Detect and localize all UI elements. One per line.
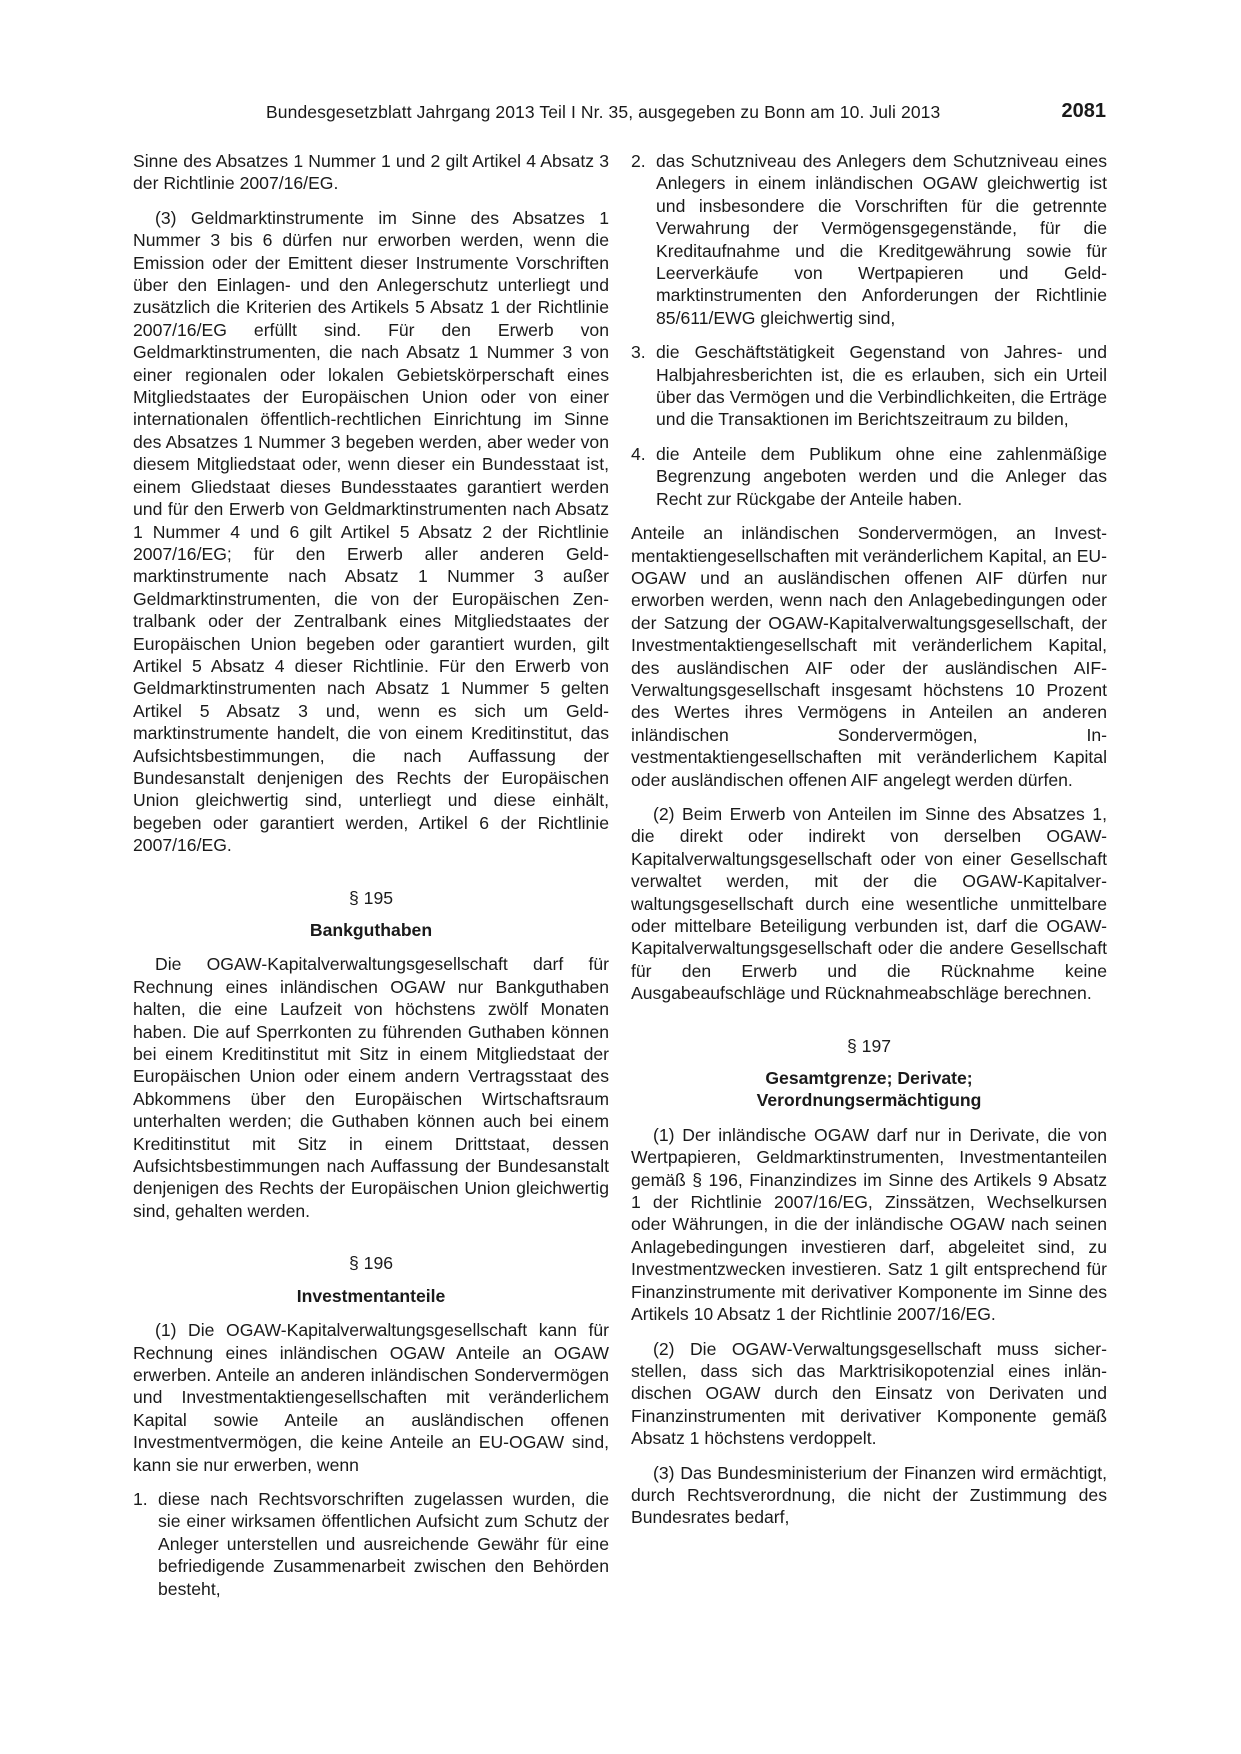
list-item-text: diese nach Rechtsvorschriften zugelassen wurden, die sie einer wirksamen öffentlichen Aufsicht zum Schutz der Anleger unterstellen und ausreichende Gewähr für eine befriedigende Zusammenarbeit zwischen den Behörden besteht,	[158, 1488, 609, 1599]
paragraph-197-1: (1) Der inländische OGAW darf nur in Derivate, die von Wertpapieren, Geldmarktinstrumenten, Investmentanteilen gemäß § 196, Finanzindizes im Sinne des Artikels 9 Absatz 1 der Richtlinie 2007/16/EG, Zinssätzen, Wechselkursen oder Währungen, in die der inländische OGAW nach seinen Anlagebedingungen investieren darf, abgeleitet sind, zu Investmentzwecken investieren. Satz 1 gilt entsprechend für Finanzinstrumente mit derivativer Komponente im Sinne des Artikels 10 Absatz 1 der Richtlinie 2007/16/EG.	[631, 1124, 1107, 1325]
right-column	[631, 150, 1107, 1541]
list-196-items	[133, 1488, 609, 1600]
paragraph-194-3: (3) Geldmarktinstrumente im Sinne des Absatzes 1 Nummer 3 bis 6 dürfen nur erworben werden, wenn die Emission oder der Emittent dieser Instrumente Vorschriften über den Einlagen- und den Anlegerschutz unterliegt und zusätzlich die Kriterien des Artikels 5 Absatz 1 der Richtlinie 2007/16/EG erfüllt sind. Für den Erwerb von Geldmarktinstrumenten, die nach Absatz 1 Nummer 3 von einer regionalen oder lokalen Gebietskörperschaft eines Mitgliedstaates der Europäischen Union oder von einer internationalen öffentlich-rechtlichen Einrichtung im Sinne des Absatzes 1 Nummer 3 begeben werden, aber weder von diesem Mitgliedstaat oder, wenn dieser ein Bundesstaat ist, einem Gliedstaat dieses Bundesstaates garantiert werden und für den Erwerb von Geldmarktinstrumenten nach Absatz 1 Nummer 4 und 6 gilt Artikel 5 Absatz 2 der Richtlinie 2007/16/EG; für den Erwerb aller anderen Geldmarktinstrumente nach Absatz 1 Nummer 3 außer Geldmarktinstrumenten, die von der Europäischen Zentralbank oder der Zentralbank eines Mitgliedstaates der Europäischen Union begeben oder garantiert wurden, gilt Artikel 5 Absatz 4 dieser Richtlinie. Für den Erwerb von Geldmarktinstrumenten nach Absatz 1 Nummer 5 gelten Artikel 5 Absatz 3 und, wenn es sich um Geldmarktinstrumente handelt, die von einem Kreditinstitut, das Aufsichtsbestimmungen, die nach Auffassung der Bundesanstalt denjenigen des Rechts der Europäischen Union gleichwertig sind, unterliegt und diese einhält, begeben oder garantiert werden, Artikel 6 der Richtlinie 2007/16/EG.	[133, 207, 609, 856]
paragraph-196-1: (1) Die OGAW-Kapitalverwaltungsgesellschaft kann für Rechnung eines inländischen OGAW Anteile an OGAW erwerben. Anteile an anderen inländischen Sondervermögen und Investmentaktiengesellschaften mit veränderlichem Kapital sowie Anteile an ausländischen offenen Investmentvermögen, die keine Anteile an EU-OGAW sind, kann sie nur erwerben, wenn	[133, 1320, 609, 1475]
section-197-title-line: Verordnungsermächtigung	[756, 1090, 982, 1111]
section-195-title: Bankguthaben	[309, 920, 433, 940]
list-item-text: die Anteile dem Publikum ohne eine zahlenmäßige Begrenzung angeboten werden und die Anleger das Recht zur Rückgabe der Anteile haben.	[656, 443, 1107, 509]
page-number: 2081	[1061, 100, 1106, 122]
left-column	[133, 150, 609, 1612]
list-item	[631, 443, 1107, 510]
list-item	[631, 341, 1107, 431]
list-item-number: 3.	[631, 342, 646, 363]
page-header	[266, 100, 1106, 130]
paragraph-196-2: (2) Beim Erwerb von Anteilen im Sinne des Absatzes 1, die direkt oder indirekt von derselben OGAW-Kapitalverwaltungsgesellschaft oder von einer Gesellschaft verwaltet werden, mit der die OGAW-Kapitalverwaltungsgesellschaft durch eine wesentliche unmittelbare oder mittelbare Beteiligung verbunden ist, darf die OGAW-Kapitalverwaltungsgesellschaft oder die andere Gesellschaft für den Erwerb und die Rücknahme keine Ausgabeaufschläge und Rücknahmeabschläge berechnen.	[631, 803, 1107, 1004]
list-item-text: das Schutzniveau des Anlegers dem Schutzniveau eines Anlegers in einem inländischen OGAW gleichwertig ist und insbesondere die Vorschriften für die getrennte Verwahrung der Vermögensgegenstände, für die Kreditaufnahme und die Kreditgewährung sowie für Leerverkäufe von Wertpapieren und Geldmarktinstrumenten den Anforderungen der Richtlinie 85/611/EWG gleichwertig sind,	[656, 151, 1107, 328]
section-195-number: § 195	[348, 887, 394, 908]
list-item	[631, 150, 1107, 329]
section-196-title: Investmentanteile	[296, 1285, 446, 1306]
list-196-items-continued	[631, 150, 1107, 510]
list-item-number: 1.	[133, 1488, 148, 1509]
paragraph-195: Die OGAW-Kapitalverwaltungsgesellschaft darf für Rechnung eines inländischen OGAW nur Bankguthaben halten, die eine Laufzeit von höchstens zwölf Monaten haben. Die auf Sperrkonten zu führenden Guthaben können bei einem Kreditinstitut mit Sitz in einem Mitgliedstaat der Europäischen Union oder einem andern Vertragsstaat des Abkommens über den Europäischen Wirtschaftsraum unterhalten werden; die Guthaben können auch bei einem Kreditinstitut mit Sitz in einem Drittstaat, dessen Aufsichtsbestimmungen nach Auffassung der Bundesanstalt denjenigen des Rechts der Europäischen Union gleichwertig sind, gehalten werden.	[133, 954, 609, 1221]
section-197-title-line: Gesamtgrenze; Derivate;	[765, 1068, 973, 1089]
paragraph-197-3: (3) Das Bundesministerium der Finanzen wird ermächtigt, durch Rechtsverordnung, die nicht der Zustimmung des Bundesrates bedarf,	[631, 1462, 1107, 1528]
section-196-number: § 196	[348, 1253, 394, 1274]
paragraph-anteile: Anteile an inländischen Sondervermögen, an Investmentaktiengesellschaften mit veränderlichem Kapital, an EU-OGAW und an ausländischen offenen AIF dürfen nur erworben werden, wenn nach den Anlagebedingungen oder der Satzung der OGAW-Kapitalverwaltungsgesellschaft, der Investmentaktiengesellschaft mit veränderlichem Kapital, des ausländischen AIF oder der ausländischen AIF-Verwaltungsgesellschaft insgesamt höchstens 10 Prozent des Wertes ihres Vermögens in Anteilen an anderen inländischen Sondervermögen, Investmentaktiengesellschaften mit veränderlichem Kapital oder ausländischen offenen AIF angelegt werden dürfen.	[631, 523, 1107, 790]
section-197-title	[631, 1067, 1107, 1112]
list-item-number: 2.	[631, 151, 646, 171]
paragraph-197-2: (2) Die OGAW-Verwaltungsgesellschaft muss sicherstellen, dass sich das Marktrisikopotenzial eines inländischen OGAW durch den Einsatz von Derivaten und Finanzinstrumenten mit derivativer Komponente gemäß Absatz 1 höchstens verdoppelt.	[631, 1338, 1107, 1449]
list-item-text: die Geschäftstätigkeit Gegenstand von Jahres- und Halbjahresberichten ist, die es erlauben, sich ein Urteil über das Vermögen und die Verbindlichkeiten, die Erträge und die Transaktionen im Berichtszeitraum zu bilden,	[656, 342, 1107, 430]
list-item	[133, 1488, 609, 1600]
header-title: Bundesgesetzblatt Jahrgang 2013 Teil I Nr. 35, ausgegeben zu Bonn am 10. Juli 2013	[266, 102, 941, 122]
paragraph-continuation: Sinne des Absatzes 1 Nummer 1 und 2 gilt Artikel 4 Absatz 3 der Richtlinie 2007/16/EG.	[133, 151, 609, 194]
list-item-number: 4.	[631, 443, 646, 464]
section-197-number: § 197	[846, 1035, 892, 1056]
